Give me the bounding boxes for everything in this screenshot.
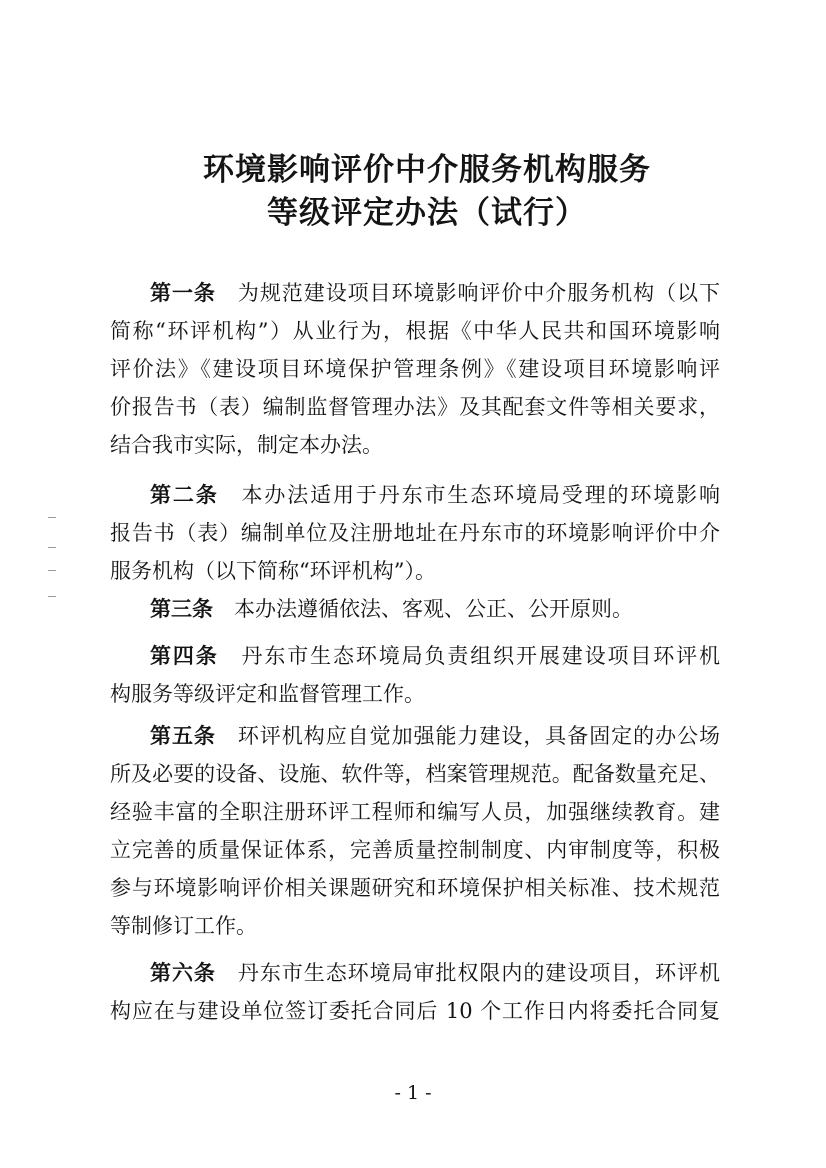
article-2-line-2: 报告书（表）编制单位及注册地址在丹东市的环境影响评价中介 [110, 521, 720, 545]
article-5-line-2: 所及必要的设备、设施、软件等，档案管理规范。配备数量充足、 [110, 762, 720, 786]
article-5-line-5: 参与环境影响评价相关课题研究和环境保护相关标准、技术规范 [110, 876, 720, 900]
article-2-line-1: 第二条 本办法适用于丹东市生态环境局受理的环境影响 [150, 483, 720, 507]
article-5-line-6: 等制修订工作。 [110, 914, 257, 938]
scan-mark [48, 596, 56, 597]
article-1-line-1: 第一条 为规范建设项目环境影响评价中介服务机构（以下 [150, 281, 721, 305]
article-1-lead: 第一条 [150, 281, 216, 305]
article-6-lead: 第六条 [150, 961, 216, 985]
article-4-lead: 第四条 [150, 644, 219, 668]
article-4-line-1: 第四条 丹东市生态环境局负责组织开展建设项目环评机 [150, 644, 720, 668]
article-6-line-1: 第六条 丹东市生态环境局审批权限内的建设项目，环评机 [150, 961, 721, 985]
article-5-line-3: 经验丰富的全职注册环评工程师和编写人员，加强继续教育。建 [110, 800, 720, 824]
document-title-line-1: 环境影响评价中介服务机构服务 [203, 152, 651, 188]
article-5-lead: 第五条 [150, 724, 216, 748]
article-5-line-1: 第五条 环评机构应自觉加强能力建设，具备固定的办公场 [150, 724, 721, 748]
scan-mark [48, 570, 56, 571]
document-title-line-2: 等级评定办法（试行） [267, 195, 587, 231]
article-1-line-4: 价报告书（表）编制监督管理办法》及其配套文件等相关要求， [110, 395, 720, 419]
article-6-line-2: 构应在与建设单位签订委托合同后 10 个工作日内将委托合同复 [110, 999, 720, 1023]
scan-mark [48, 547, 56, 548]
article-3-lead: 第三条 [150, 597, 213, 621]
article-1-line-5: 结合我市实际，制定本办法。 [110, 433, 383, 457]
article-1-line-2: 简称“环评机构”）从业行为，根据《中华人民共和国环境影响 [110, 319, 720, 343]
article-4-line-2: 构服务等级评定和监督管理工作。 [110, 682, 425, 706]
scan-mark [48, 517, 56, 518]
page-number: - 1 - [394, 1082, 432, 1104]
article-1-line-3: 评价法》《建设项目环境保护管理条例》《建设项目环境影响评 [110, 357, 720, 381]
article-3-line-1: 第三条 本办法遵循依法、客观、公正、公开原则。 [150, 597, 633, 621]
article-5-line-4: 立完善的质量保证体系，完善质量控制制度、内审制度等，积极 [110, 838, 720, 862]
article-2-line-3: 服务机构（以下简称“环评机构”）。 [110, 559, 436, 583]
article-2-lead: 第二条 [150, 483, 219, 507]
